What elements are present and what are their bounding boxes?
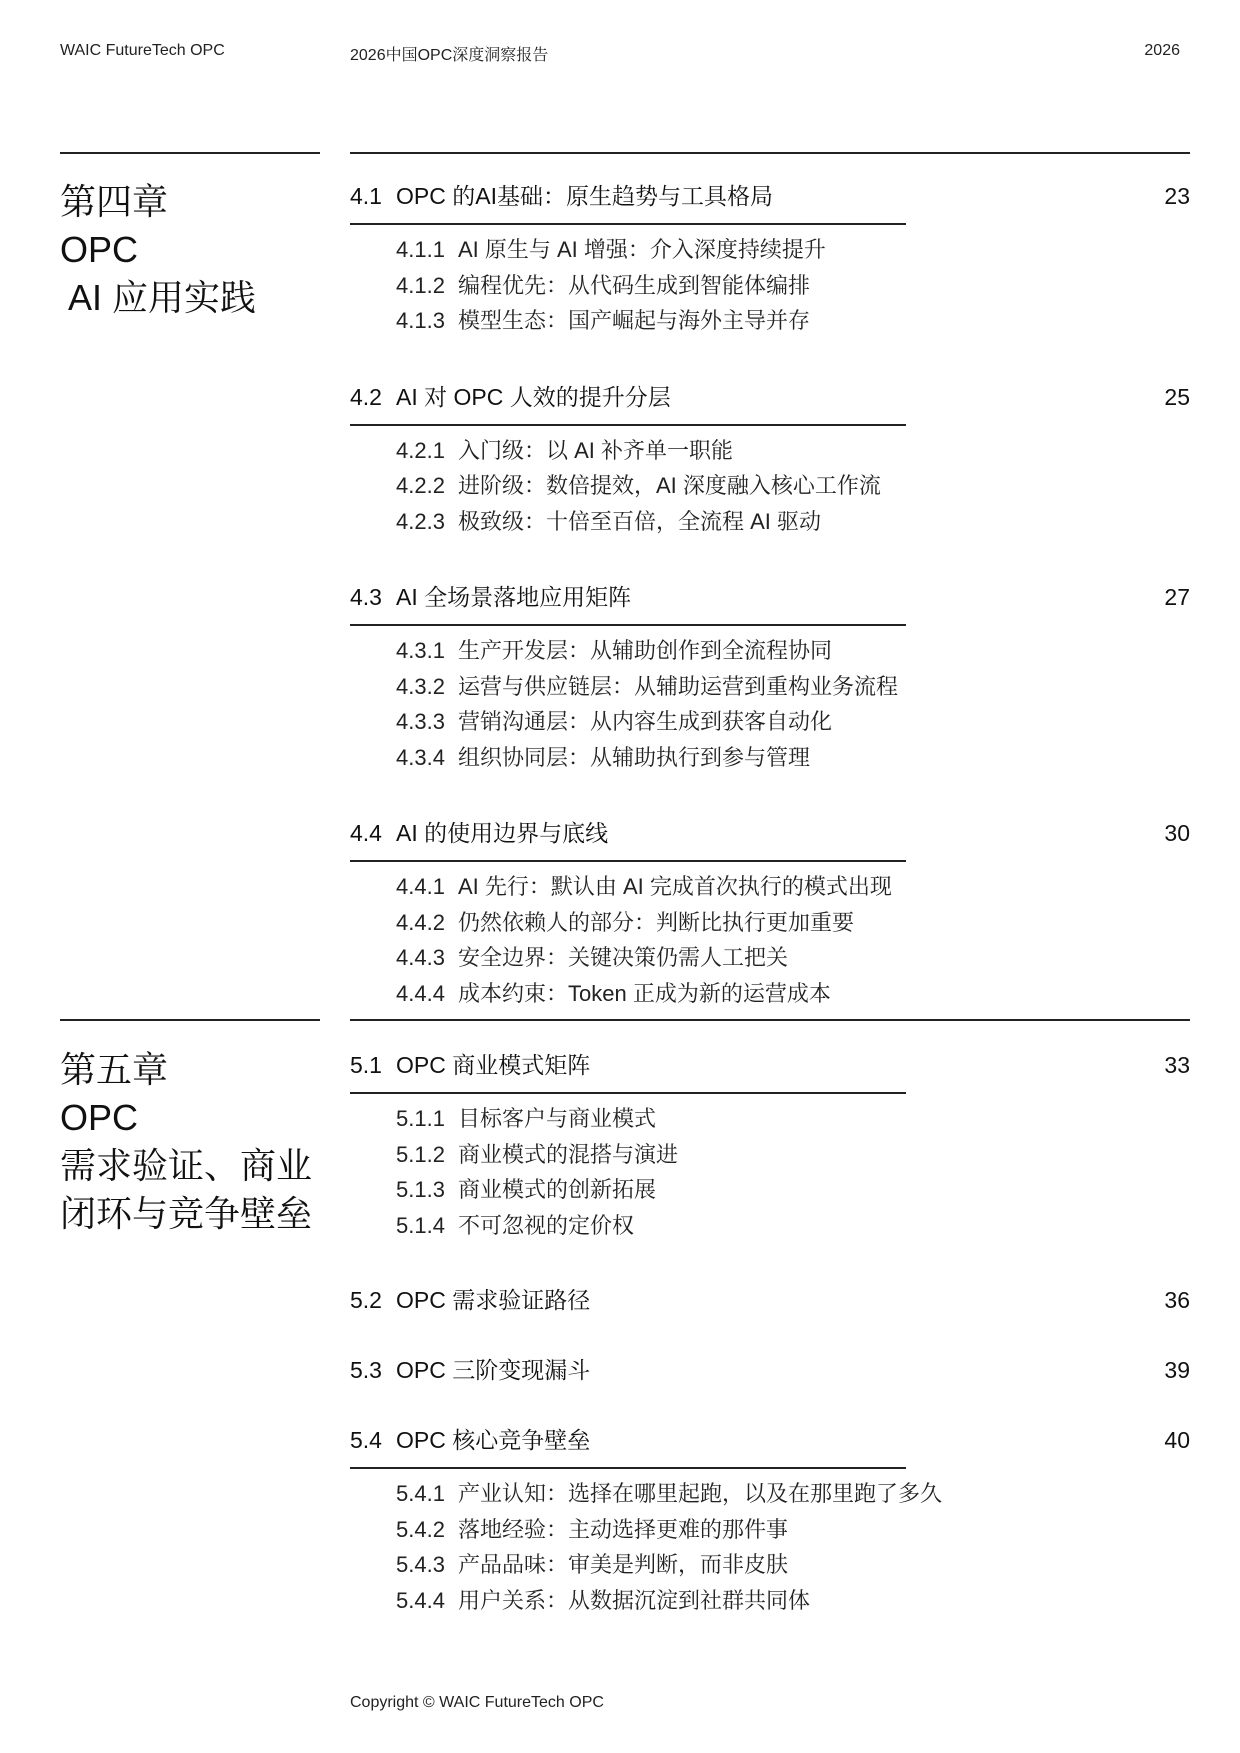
subsection-title: AI 先行：默认由 AI 完成首次执行的模式出现 (458, 874, 892, 899)
header-report-title: 2026中国OPC深度洞察报告 (350, 47, 549, 64)
section-page-number: 39 (1164, 1357, 1190, 1383)
section-page-number: 27 (1164, 584, 1190, 610)
subsection-number: 4.1.2 (396, 272, 445, 298)
section-underline (350, 424, 906, 426)
subsection-number: 4.3.1 (396, 638, 445, 663)
section-title: OPC 商业模式矩阵 (396, 1052, 591, 1078)
chapter-4-rule (60, 152, 320, 154)
subsection-number: 4.2.2 (396, 473, 445, 498)
chapter-5-toc (350, 1050, 1190, 1618)
toc-subsection[interactable] (350, 1583, 1190, 1619)
subsection-number: 4.4.4 (396, 980, 445, 1006)
section-number: 5.1 (350, 1052, 382, 1078)
toc-subsection[interactable] (350, 1172, 1190, 1208)
subsection-title: 生产开发层：从辅助创作到全流程协同 (458, 638, 833, 663)
subsection-title: 运营与供应链层：从辅助运营到重构业务流程 (458, 673, 899, 699)
subsection-list (350, 433, 1190, 540)
toc-subsection[interactable] (350, 1208, 1190, 1244)
chapter-5-content-rule (350, 1019, 1190, 1021)
toc-subsection[interactable] (350, 1101, 1190, 1137)
section-page-number: 33 (1164, 1052, 1190, 1078)
subsection-number: 4.3.2 (396, 673, 445, 699)
section-title: OPC 核心竞争壁垒 (396, 1427, 591, 1453)
subsection-number: 5.4.1 (396, 1481, 445, 1506)
subsection-title: 模型生态：国产崛起与海外主导并存 (458, 308, 811, 333)
subsection-number: 4.1.3 (396, 308, 445, 333)
subsection-number: 4.2.3 (396, 508, 445, 534)
subsection-title: 目标客户与商业模式 (458, 1106, 657, 1131)
header-year: 2026 (1144, 42, 1180, 59)
subsection-title: 成本约束：Token 正成为新的运营成本 (458, 980, 831, 1006)
subsection-title: 用户关系：从数据沉淀到社群共同体 (458, 1587, 811, 1613)
toc-section[interactable] (350, 382, 1190, 540)
subsection-list (350, 1476, 1190, 1618)
chapter-5-title-line: 闭环与竞争壁垒 (60, 1193, 313, 1234)
section-number: 4.2 (350, 383, 382, 410)
section-page-number: 23 (1164, 183, 1190, 209)
subsection-title: 产业认知：选择在哪里起跑，以及在那里跑了多久 (458, 1481, 943, 1506)
subsection-number: 5.1.1 (396, 1106, 445, 1131)
subsection-title: 进阶级：数倍提效，AI 深度融入核心工作流 (458, 473, 881, 498)
section-number: 5.2 (350, 1287, 382, 1313)
subsection-number: 4.2.1 (396, 437, 445, 463)
toc-section[interactable] (350, 1425, 1190, 1618)
subsection-list (350, 232, 1190, 339)
subsection-number: 5.4.3 (396, 1552, 445, 1577)
toc-subsection[interactable] (350, 232, 1190, 268)
toc-section[interactable] (350, 1050, 1190, 1243)
section-page-number: 36 (1164, 1287, 1190, 1313)
chapter-4-toc (350, 181, 1190, 1011)
section-number: 5.3 (350, 1357, 382, 1383)
toc-subsection[interactable] (350, 1137, 1190, 1173)
section-title: AI 全场景落地应用矩阵 (396, 584, 632, 610)
subsection-list (350, 633, 1190, 775)
section-underline (350, 1467, 906, 1469)
toc-subsection[interactable] (350, 1512, 1190, 1548)
section-title: AI 的使用边界与底线 (396, 820, 609, 846)
section-underline (350, 624, 906, 626)
toc-section[interactable] (350, 1285, 1190, 1315)
toc-section[interactable] (350, 582, 1190, 775)
toc-subsection[interactable] (350, 704, 1190, 740)
toc-section-heading[interactable] (350, 1355, 1190, 1385)
subsection-number: 5.1.4 (396, 1212, 445, 1238)
header-organization: WAIC FutureTech OPC (60, 42, 225, 59)
section-title: AI 对 OPC 人效的提升分层 (396, 383, 671, 410)
subsection-number: 5.1.2 (396, 1141, 445, 1167)
chapter-4-title-line: AI 应用实践 (60, 277, 257, 318)
subsection-title: 不可忽视的定价权 (458, 1212, 635, 1238)
subsection-title: 安全边界：关键决策仍需人工把关 (458, 945, 789, 970)
toc-section-heading[interactable] (350, 1050, 1190, 1080)
toc-subsection[interactable] (350, 669, 1190, 705)
chapter-5-title-line: 第五章 (60, 1049, 169, 1090)
chapter-5-title (60, 1046, 330, 1238)
toc-section-heading[interactable] (350, 582, 1190, 612)
toc-section-heading[interactable] (350, 181, 1190, 211)
toc-subsection[interactable] (350, 905, 1190, 941)
subsection-title: 极致级：十倍至百倍，全流程 AI 驱动 (458, 508, 822, 534)
toc-subsection[interactable] (350, 268, 1190, 304)
section-number: 4.1 (350, 183, 382, 209)
subsection-list (350, 869, 1190, 1011)
subsection-number: 4.3.4 (396, 744, 445, 770)
section-number: 4.3 (350, 584, 382, 610)
chapter-5-title-line: 需求验证、商业 (60, 1145, 313, 1186)
subsection-number: 4.4.1 (396, 874, 445, 899)
subsection-list (350, 1101, 1190, 1243)
subsection-title: 商业模式的创新拓展 (458, 1177, 657, 1202)
toc-section[interactable] (350, 818, 1190, 1011)
toc-subsection[interactable] (350, 1476, 1190, 1512)
chapter-5-title-line: OPC (60, 1097, 139, 1138)
toc-subsection[interactable] (350, 976, 1190, 1012)
toc-subsection[interactable] (350, 468, 1190, 504)
subsection-title: AI 原生与 AI 增强：介入深度持续提升 (458, 237, 826, 262)
subsection-number: 5.4.2 (396, 1516, 445, 1542)
footer-copyright: Copyright © WAIC FutureTech OPC (350, 1694, 604, 1711)
chapter-4-title-line: 第四章 (60, 181, 169, 222)
toc-subsection[interactable] (350, 1547, 1190, 1583)
subsection-number: 5.1.3 (396, 1177, 445, 1202)
toc-section-heading[interactable] (350, 1425, 1190, 1455)
section-underline (350, 860, 906, 862)
toc-section[interactable] (350, 1355, 1190, 1385)
toc-subsection[interactable] (350, 303, 1190, 339)
section-title: OPC 需求验证路径 (396, 1287, 591, 1313)
toc-subsection[interactable] (350, 633, 1190, 669)
section-number: 5.4 (350, 1427, 382, 1453)
chapter-4-title (60, 178, 330, 322)
section-title: OPC 的AI基础：原生趋势与工具格局 (396, 183, 773, 209)
subsection-title: 产品品味：审美是判断，而非皮肤 (458, 1552, 789, 1577)
toc-subsection[interactable] (350, 504, 1190, 540)
section-title: OPC 三阶变现漏斗 (396, 1357, 591, 1383)
subsection-title: 组织协同层：从辅助执行到参与管理 (458, 744, 811, 770)
section-page-number: 25 (1164, 383, 1190, 410)
toc-subsection[interactable] (350, 869, 1190, 905)
subsection-title: 编程优先：从代码生成到智能体编排 (458, 272, 811, 298)
section-page-number: 30 (1164, 820, 1190, 846)
toc-subsection[interactable] (350, 940, 1190, 976)
chapter-5-rule (60, 1019, 320, 1021)
chapter-4-title-line: OPC (60, 229, 139, 270)
subsection-number: 4.3.3 (396, 709, 445, 734)
section-number: 4.4 (350, 820, 382, 846)
section-underline (350, 1092, 906, 1094)
toc-section[interactable] (350, 181, 1190, 339)
subsection-title: 商业模式的混搭与演进 (458, 1141, 679, 1167)
section-page-number: 40 (1164, 1427, 1190, 1453)
toc-section-heading[interactable] (350, 1285, 1190, 1315)
section-underline (350, 223, 906, 225)
subsection-number: 4.4.2 (396, 909, 445, 935)
subsection-number: 5.4.4 (396, 1587, 445, 1613)
toc-subsection[interactable] (350, 433, 1190, 469)
subsection-title: 落地经验：主动选择更难的那件事 (458, 1516, 789, 1542)
chapter-4-content-rule (350, 152, 1190, 154)
subsection-number: 4.1.1 (396, 237, 445, 262)
subsection-title: 仍然依赖人的部分：判断比执行更加重要 (458, 909, 855, 935)
subsection-number: 4.4.3 (396, 945, 445, 970)
toc-subsection[interactable] (350, 740, 1190, 776)
subsection-title: 入门级：以 AI 补齐单一职能 (458, 437, 734, 463)
toc-section-heading[interactable] (350, 818, 1190, 848)
toc-section-heading[interactable] (350, 382, 1190, 412)
subsection-title: 营销沟通层：从内容生成到获客自动化 (458, 709, 833, 734)
